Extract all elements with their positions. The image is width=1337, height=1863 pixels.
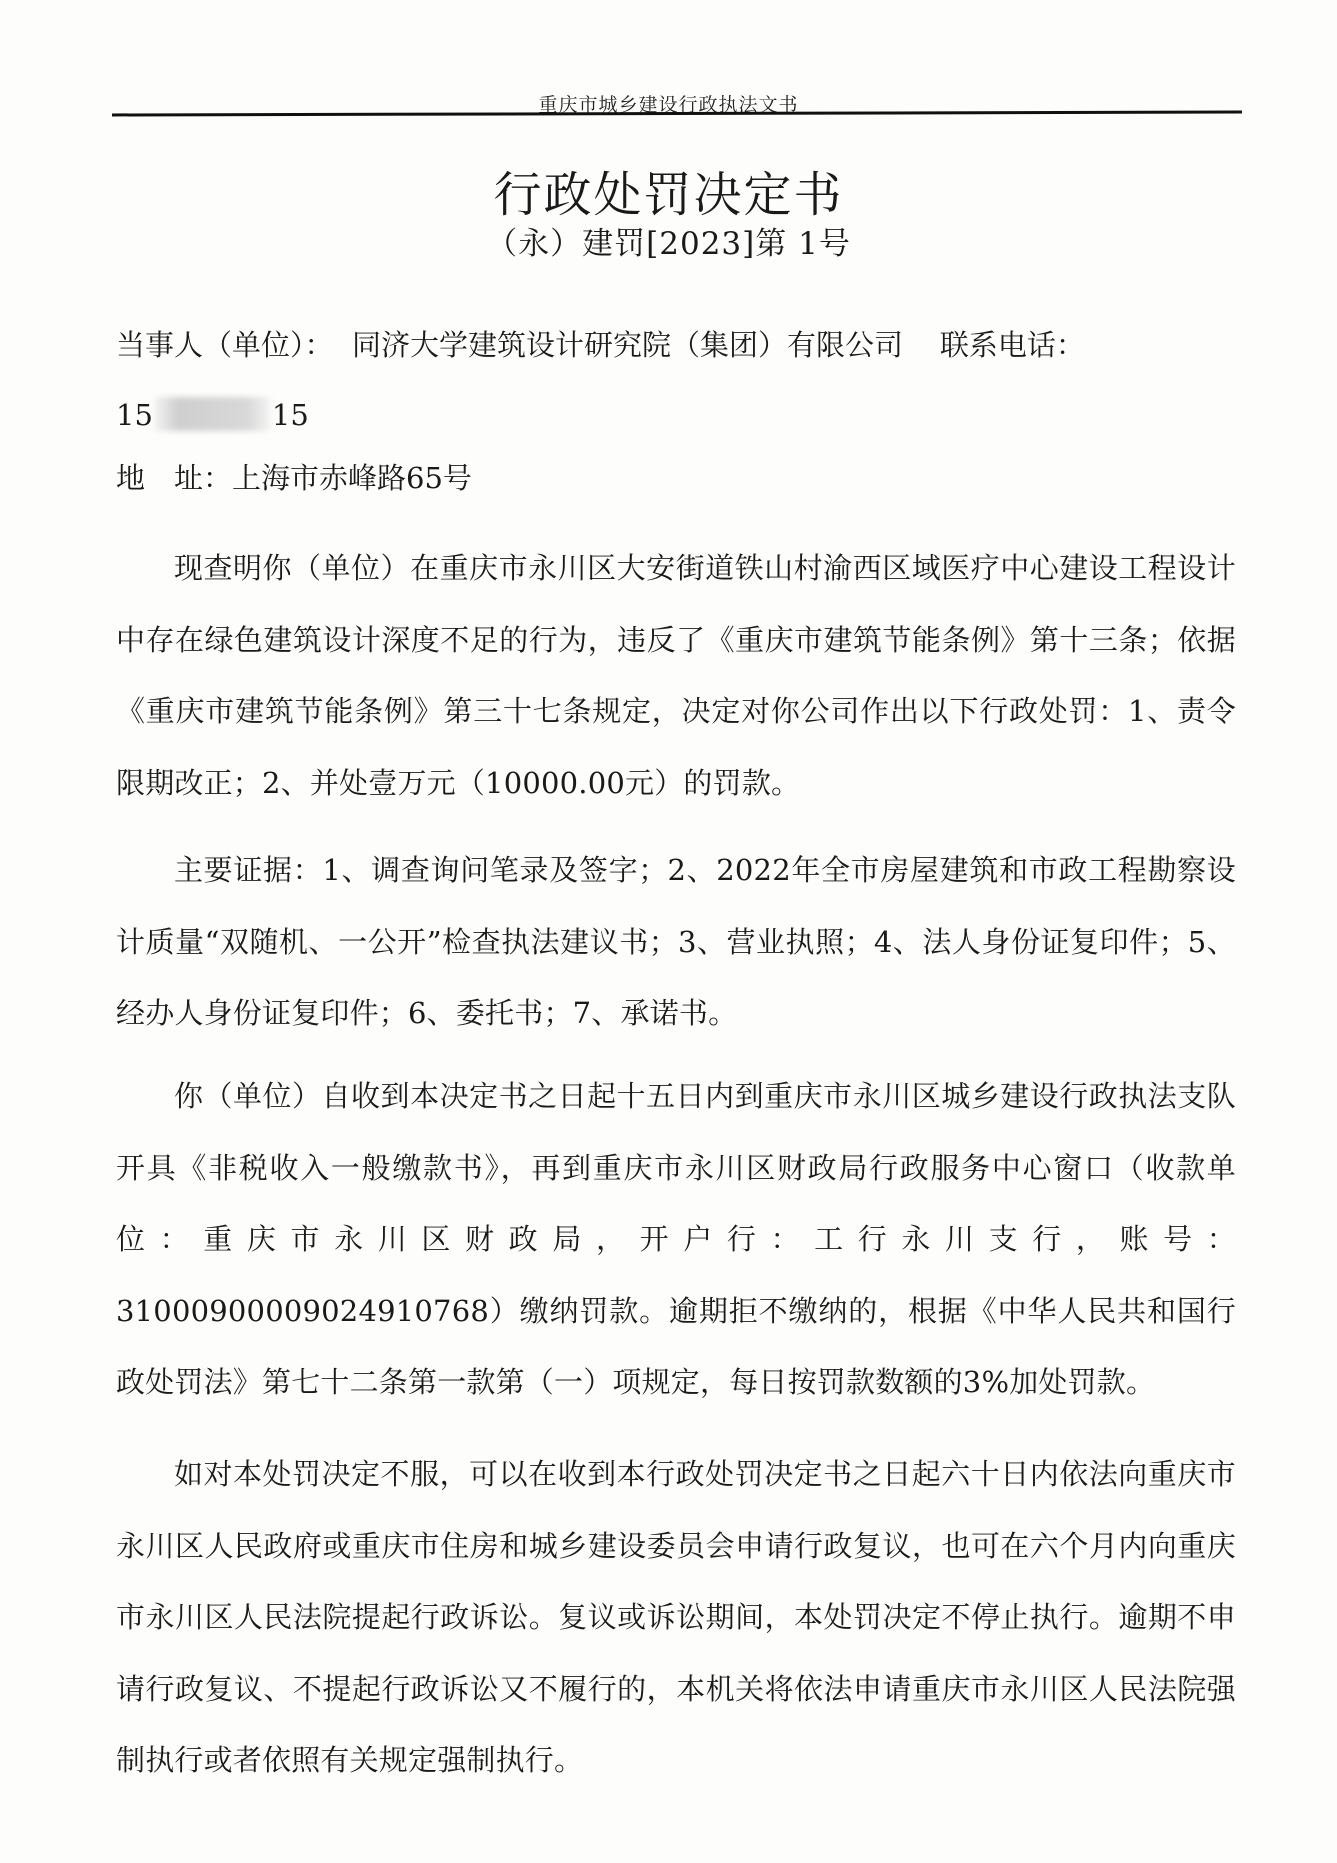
party-separator: ： <box>304 328 334 362</box>
facts-paragraph: 现查明你（单位）在重庆市永川区大安街道铁山村渝西区域医疗中心建设工程设计中存在绿色建筑设计深度不足的行为，违反了《重庆市建筑节能条例》第十三条；依据《重庆市建筑节能条例》第三十七条规定，决定对你公司作出以下行政处罚：1、责令限期改正；2、并处壹万元（10000.00元）的罚款。 <box>116 551 1236 800</box>
phone-suffix: 15 <box>271 398 309 432</box>
address-label: 地 址： <box>116 461 233 495</box>
phone-prefix: 15 <box>116 398 153 432</box>
party-name: 同济大学建筑设计研究院（集团）有限公司 <box>351 328 903 362</box>
document-number: （永）建罚[2023]第 1号 <box>486 226 851 262</box>
appeal-paragraph: 如对本处罚决定不服，可以在收到本行政处罚决定书之日起六十日内依法向重庆市永川区人民政府或重庆市住房和城乡建设委员会申请行政复议，也可在六个月内向重庆市永川区人民法院提起行政诉讼。复议或诉讼期间，本处罚决定不停止执行。逾期不申请行政复议、不提起行政诉讼又不履行的，本机关将依法申请重庆市永川区人民法院强制执行或者依照有关规定强制执行。 <box>116 1457 1236 1777</box>
address-line <box>116 458 1236 498</box>
redacted-phone-digits <box>155 397 270 431</box>
evidence-paragraph: 主要证据：1、调查询问笔录及签字；2、2022年全市房屋建筑和市政工程勘察设计质量“双随机、一公开”检查执法建议书；3、营业执照；4、法人身份证复印件；5、经办人身份证复印件；6、委托书；7、承诺书。 <box>116 853 1236 1030</box>
payment-paragraph: 你（单位）自收到本决定书之日起十五日内到重庆市永川区城乡建设行政执法支队开具《非税收入一般缴款书》，再到重庆市永川区财政局行政服务中心窗口（收款单位：重庆市永川区财政局，开户行：工行永川支行，账号：31000900009024910768）缴纳罚款。逾期拒不缴纳的，根据《中华人民共和国行政处罚法》第七十二条第一款第（一）项规定，每日按罚款数额的3%加处罚款。 <box>116 1079 1236 1399</box>
phone-line <box>116 395 1236 435</box>
document-series-header: 重庆市城乡建设行政执法文书 <box>538 94 799 116</box>
phone-label: 联系电话： <box>939 328 1085 362</box>
document-title: 行政处罚决定书 <box>493 167 844 223</box>
address-value: 上海市赤峰路65号 <box>232 461 472 495</box>
party-line <box>116 325 1236 365</box>
party-label: 当事人（单位） <box>116 328 305 362</box>
